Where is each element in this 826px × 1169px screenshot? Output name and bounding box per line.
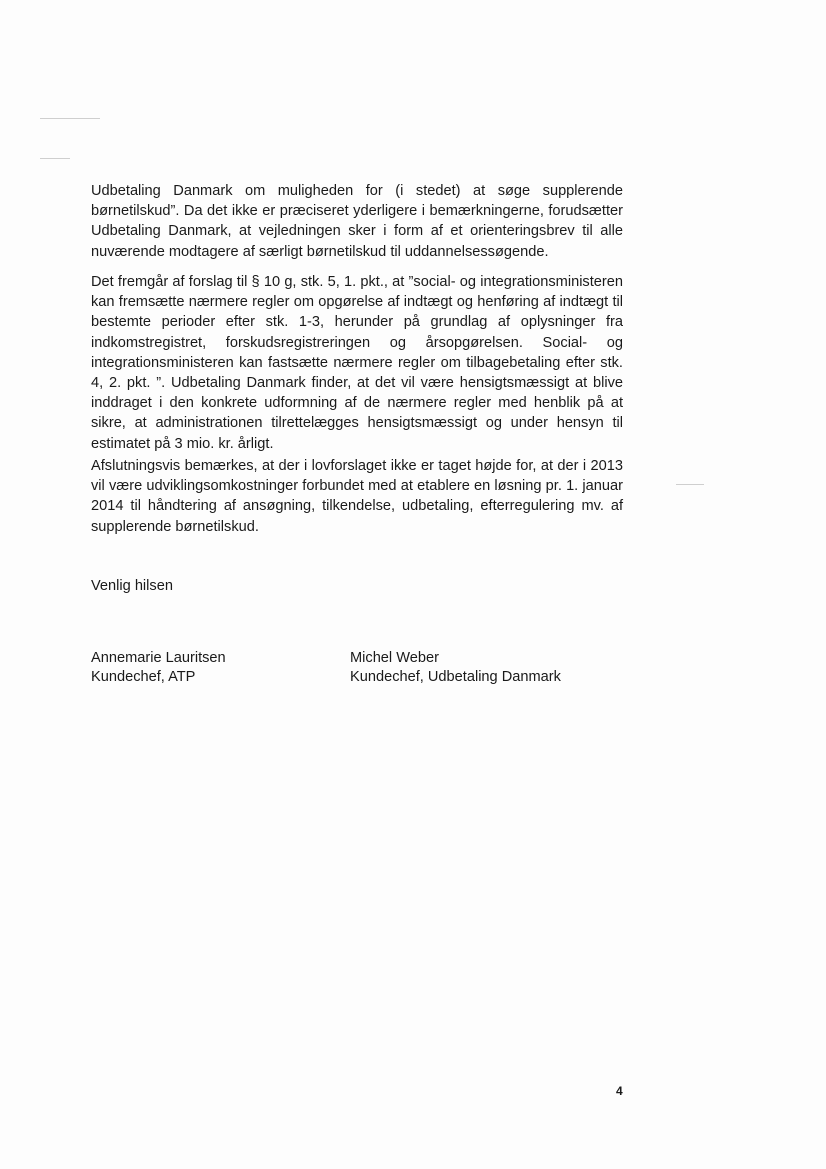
paragraph-udvikling-vejledning: Udbetaling Danmark om muligheden for (i stedet) at søge supplerende børnetilskud”. Da det ikke er præciseret yderligere i bemærkningerne, forudsætter Udbetaling Danmark, at vejledningen sker i form af et orienteringsbrev til alle nuværende modtagere af særligt børnetilskud til uddannelsessøgende. <box>91 183 623 260</box>
signatory-title: Kundechef, Udbetaling Danmark <box>350 669 561 685</box>
paragraph-forslag-10g: Det fremgår af forslag til § 10 g, stk. 5, 1. pkt., at ”social- og integrationsministeren kan fremsætte nærmere regler om opgørelse af indtægt og henføring af indtægt til bestemte perioder efter stk. 1-3, herunder på grundlag af oplysninger fra indkomstregistret, forskudsregistreringen og årsopgørelsen. Social- og integrationsministeren kan fastsætte nærmere regler om tilbagebetaling efter stk. 4, 2. pkt. ”. Udbetaling Danmark finder, at det vil være hensigtsmæssigt at blive inddraget i den konkrete udformning af de nærmere regler med henblik på at sikre, at administrationen tilrettelægges hensigtsmæssigt og under hensyn til estimatet på 3 mio. kr. årligt. <box>91 274 623 452</box>
scan-artifact <box>40 158 70 159</box>
signature-block-right <box>350 649 561 687</box>
page-number: 4 <box>616 1084 623 1098</box>
signatory-title: Kundechef, ATP <box>91 669 196 685</box>
paragraph-afslutning: Afslutningsvis bemærkes, at der i lovforslaget ikke er taget højde for, at der i 2013 vil være udviklingsomkostninger forbundet med at etablere en løsning pr. 1. januar 2014 til håndtering af ansøgning, tilkendelse, udbetaling, efterregulering mv. af supplerende børnetilskud. <box>91 458 623 535</box>
scan-artifact <box>676 484 704 485</box>
scan-artifact <box>40 118 100 119</box>
signature-block-left <box>91 649 226 687</box>
closing-greeting: Venlig hilsen <box>91 578 173 594</box>
signatory-name: Michel Weber <box>350 650 439 666</box>
signatory-name: Annemarie Lauritsen <box>91 650 226 666</box>
